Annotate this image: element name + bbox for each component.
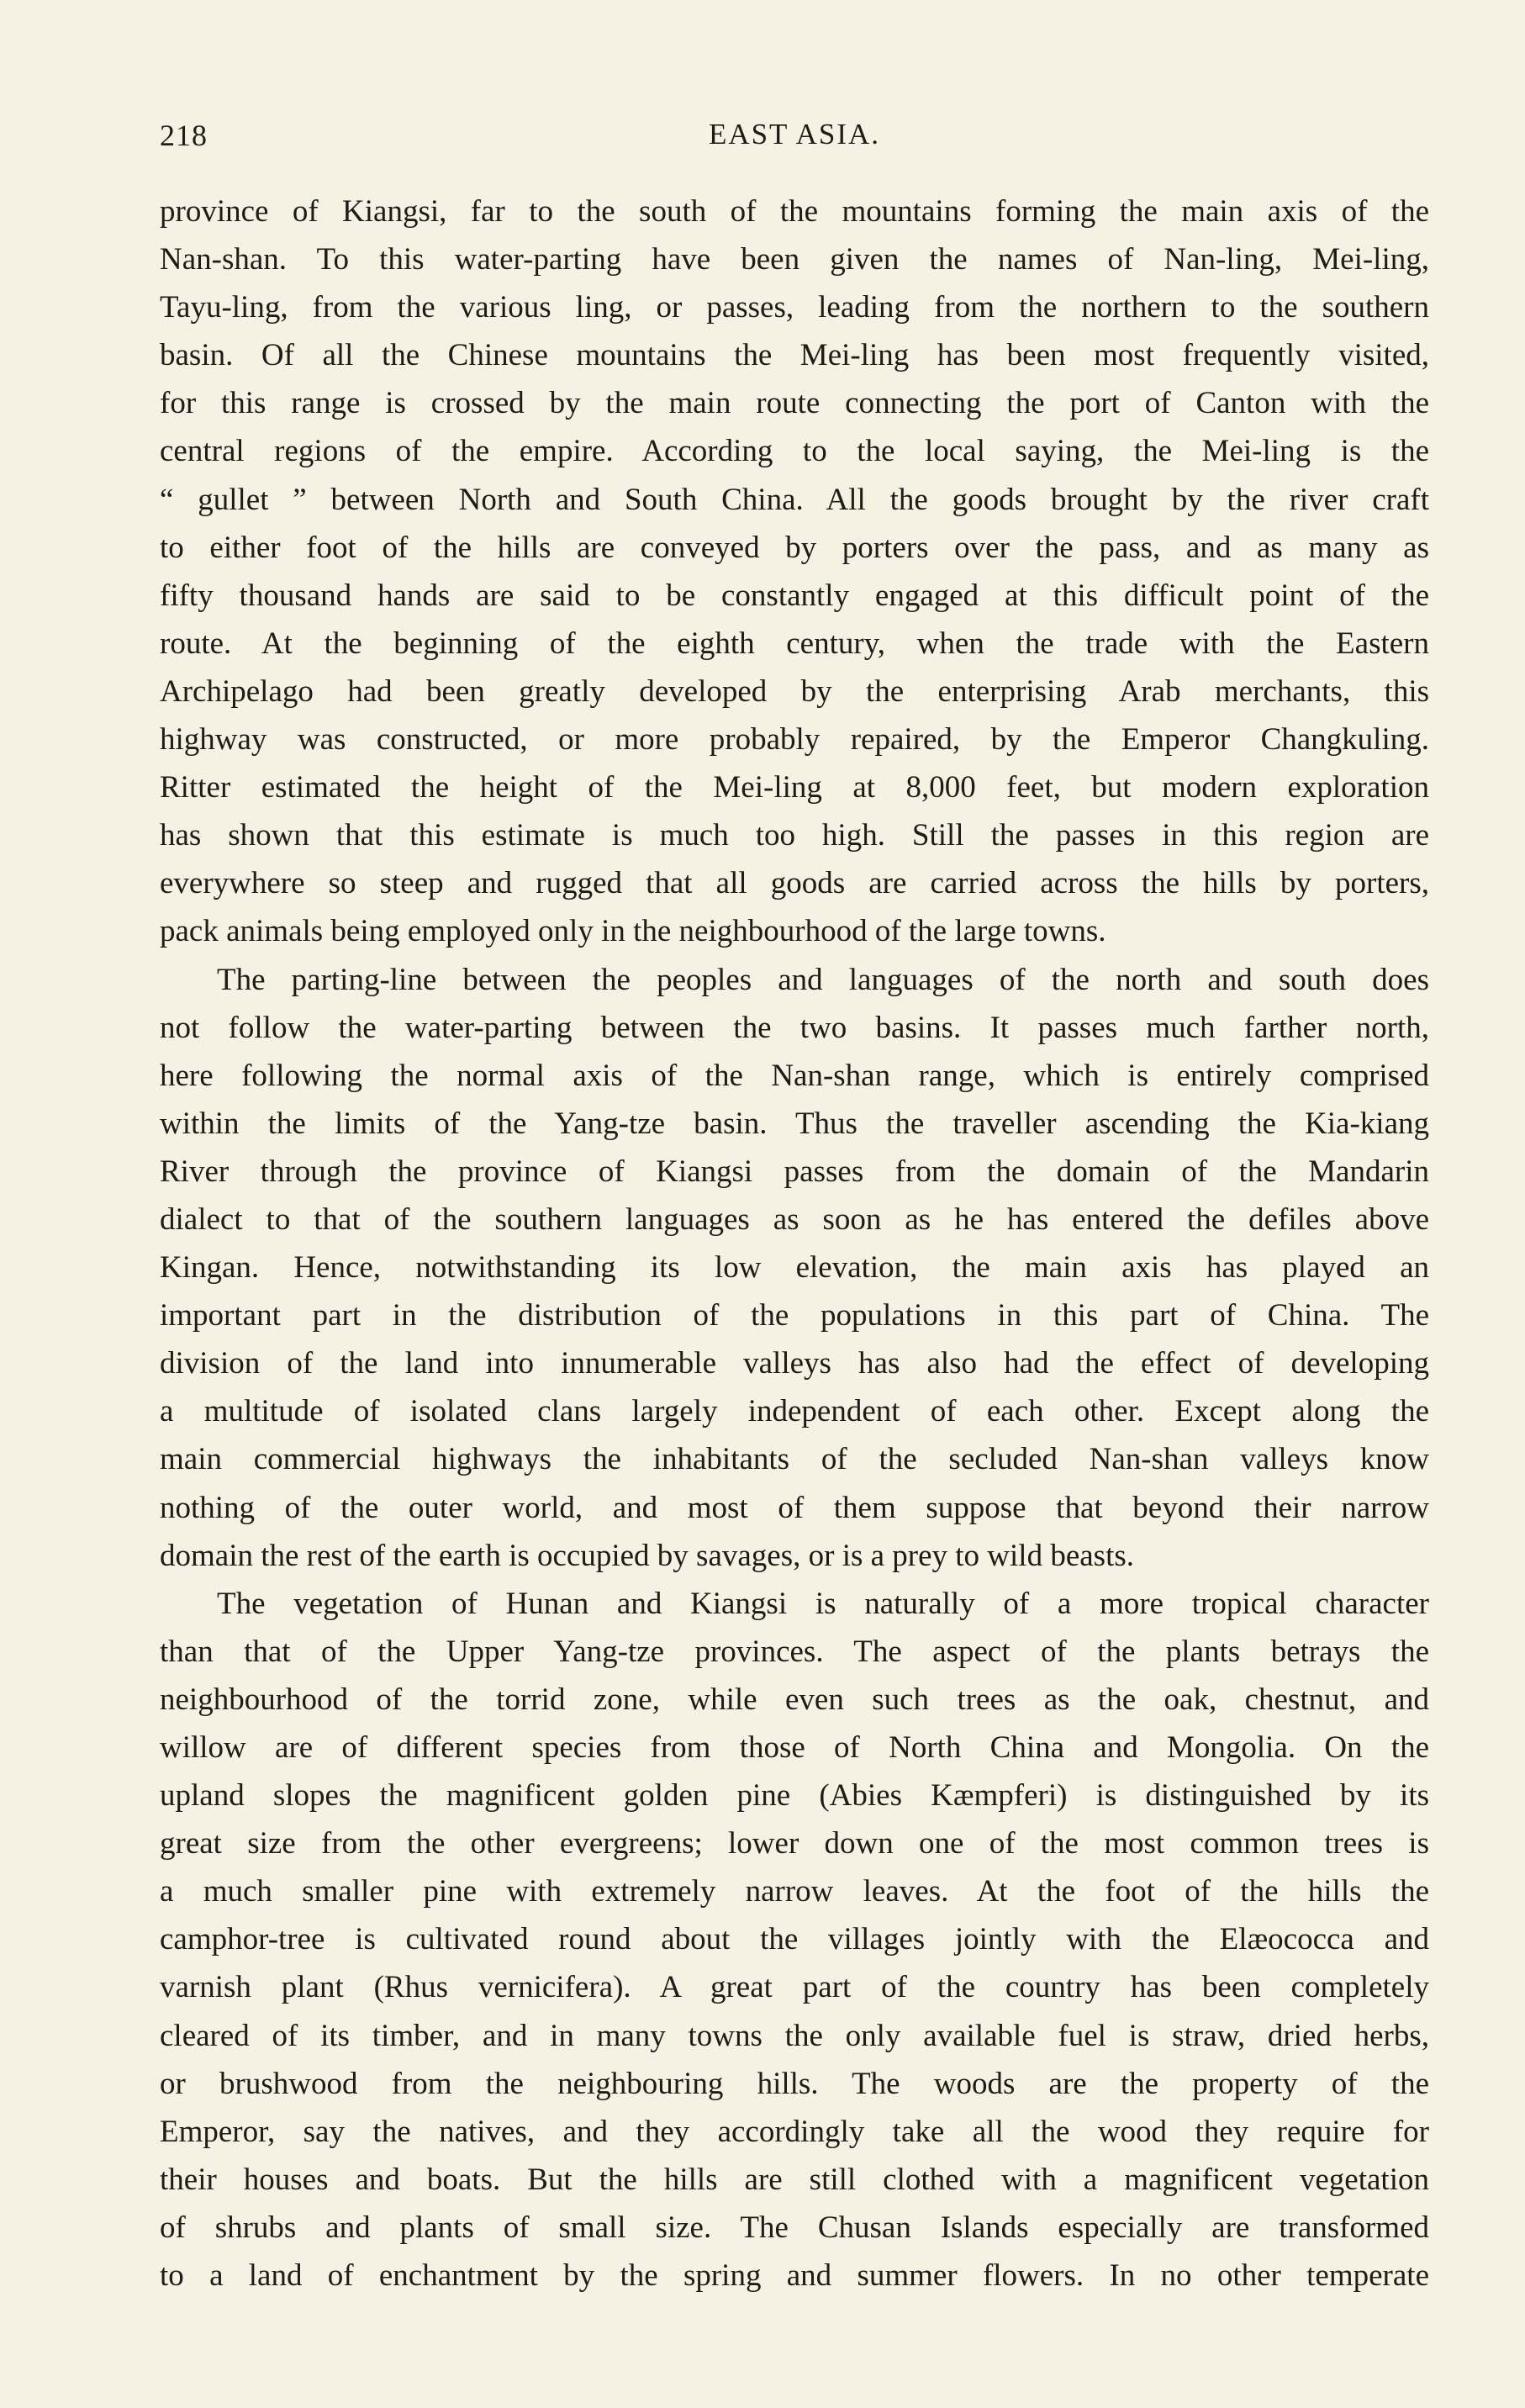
text-line: highway was constructed, or more probably repaired, by the Emperor Changkuling. xyxy=(160,722,1429,758)
text-line: for this range is crossed by the main route connecting the port of Canton with the xyxy=(160,386,1429,421)
text-line: province of Kiangsi, far to the south of the mountains forming the main axis of the xyxy=(160,194,1429,229)
text-line: willow are of different species from those of North China and Mongolia. On the xyxy=(160,1730,1429,1765)
text-line: neighbourhood of the torrid zone, while even such trees as the oak, chestnut, and xyxy=(160,1682,1429,1717)
text-line: than that of the Upper Yang-tze provinces. The aspect of the plants betrays the xyxy=(160,1634,1429,1669)
text-line: Tayu-ling, from the various ling, or passes, leading from the northern to the southern xyxy=(160,290,1429,325)
text-line: Emperor, say the natives, and they accordingly take all the wood they require for xyxy=(160,2114,1429,2149)
text-line: nothing of the outer world, and most of them suppose that beyond their narrow xyxy=(160,1490,1429,1525)
text-line: everywhere so steep and rugged that all goods are carried across the hills by porters, xyxy=(160,866,1429,901)
text-line: “ gullet ” between North and South China. All the goods brought by the river craft xyxy=(160,482,1429,517)
text-line: fifty thousand hands are said to be constantly engaged at this difficult point of the xyxy=(160,578,1429,613)
text-line: Archipelago had been greatly developed by the enterprising Arab merchants, this xyxy=(160,673,1429,709)
header-title: EAST ASIA. xyxy=(708,118,881,150)
text-line: upland slopes the magnificent golden pine (Abies Kæmpferi) is distinguished by its xyxy=(160,1778,1429,1814)
text-line: not follow the water-parting between the two basins. It passes much farther north, xyxy=(160,1010,1429,1045)
text-line: great size from the other evergreens; lower down one of the most common trees is xyxy=(160,1826,1429,1861)
text-line: has shown that this estimate is much too high. Still the passes in this region are xyxy=(160,818,1429,853)
text-line: varnish plant (Rhus vernicifera). A great part of the country has been completely xyxy=(160,1970,1429,2005)
paragraph-start-line: The vegetation of Hunan and Kiangsi is naturally of a more tropical character xyxy=(217,1586,1429,1621)
text-line: to a land of enchantment by the spring and summer flowers. In no other temperate xyxy=(160,2258,1429,2294)
text-line: central regions of the empire. According to the local saying, the Mei-ling is the xyxy=(160,434,1429,469)
text-line: dialect to that of the southern languages as soon as he has entered the defiles above xyxy=(160,1201,1429,1237)
text-line: route. At the beginning of the eighth century, when the trade with the Eastern xyxy=(160,626,1429,661)
text-line: Ritter estimated the height of the Mei-ling at 8,000 feet, but modern exploration xyxy=(160,770,1429,805)
text-line: basin. Of all the Chinese mountains the Mei-ling has been most frequently visited, xyxy=(160,338,1429,373)
text-line: here following the normal axis of the Nan-shan range, which is entirely comprised xyxy=(160,1058,1429,1093)
text-line: Nan-shan. To this water-parting have been given the names of Nan-ling, Mei-ling, xyxy=(160,242,1429,277)
running-head xyxy=(160,118,1429,160)
text-line: camphor-tree is cultivated round about the villages jointly with the Elæococca and xyxy=(160,1922,1429,1957)
text-line: cleared of its timber, and in many towns the only available fuel is straw, dried herbs, xyxy=(160,2018,1429,2053)
text-line: to either foot of the hills are conveyed by porters over the pass, and as many as xyxy=(160,530,1429,565)
text-line: important part in the distribution of the populations in this part of China. The xyxy=(160,1298,1429,1333)
text-line: River through the province of Kiangsi passes from the domain of the Mandarin xyxy=(160,1154,1429,1189)
paragraph-end-line: pack animals being employed only in the neighbourhood of the large towns. xyxy=(160,914,1106,949)
text-line: Kingan. Hence, notwithstanding its low elevation, the main axis has played an xyxy=(160,1250,1429,1286)
text-line: or brushwood from the neighbouring hills. The woods are the property of the xyxy=(160,2066,1429,2101)
paragraph-start-line: The parting-line between the peoples and languages of the north and south does xyxy=(217,962,1429,997)
body-text xyxy=(160,187,1429,2300)
paragraph-end-line: domain the rest of the earth is occupied by savages, or is a prey to wild beasts. xyxy=(160,1538,1135,1573)
text-line: within the limits of the Yang-tze basin. Thus the traveller ascending the Kia-kiang xyxy=(160,1106,1429,1141)
text-line: a much smaller pine with extremely narrow leaves. At the foot of the hills the xyxy=(160,1874,1429,1909)
text-line: a multitude of isolated clans largely independent of each other. Except along the xyxy=(160,1394,1429,1429)
text-line: division of the land into innumerable valleys has also had the effect of developing xyxy=(160,1346,1429,1381)
text-line: main commercial highways the inhabitants of the secluded Nan-shan valleys know xyxy=(160,1442,1429,1477)
text-line: of shrubs and plants of small size. The Chusan Islands especially are transformed xyxy=(160,2210,1429,2245)
text-line: their houses and boats. But the hills are still clothed with a magnificent vegetation xyxy=(160,2162,1429,2197)
page-number: 218 xyxy=(160,119,208,152)
